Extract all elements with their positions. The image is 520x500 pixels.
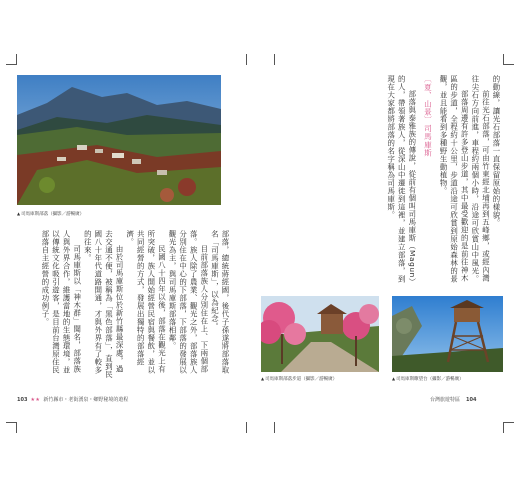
triangle-marker-icon: ▲ bbox=[261, 376, 265, 381]
photo-caption: ▲司馬庫斯部落步道（攝影／游暢廣） bbox=[261, 376, 338, 382]
section-heading: 〔夏、山景〕司馬庫斯 bbox=[423, 75, 433, 157]
body-paragraph: 民國八十四年以後，部落在觀光上有所突破，族人開始經營民宿與餐飲，並以共同經營的方式，發展出獨特的部落經濟。 bbox=[125, 230, 167, 374]
right-footer bbox=[430, 396, 479, 403]
gutter-mark bbox=[274, 54, 275, 65]
page-number: 103 bbox=[17, 397, 28, 403]
crop-mark bbox=[16, 54, 17, 65]
triangle-marker-icon: ▲ bbox=[17, 211, 21, 216]
right-body-text bbox=[283, 75, 501, 285]
body-paragraph: 由於司馬庫斯位於新竹縣最深處，過去交通不便，被稱為「黑色部落」，直到民國八十年代道路開通，才與外界有了較多的往來。 bbox=[83, 230, 125, 379]
gutter-mark bbox=[274, 422, 275, 433]
body-paragraph: 目前部落族人分別住在上、下兩個部落。族人除了農業、觀光之外，部落族人分別住在中心的下部落，下部落的發展以觀光為主，與司馬庫斯部落相鄰。 bbox=[168, 230, 209, 374]
photo-caption: ▲司馬庫斯瞭望台（攝影／游暢廣） bbox=[392, 376, 464, 382]
crop-mark bbox=[503, 54, 504, 65]
left-body-text bbox=[18, 230, 230, 380]
photo-caption: ▲司馬庫斯部落（攝影／游暢廣） bbox=[17, 211, 85, 217]
crop-mark bbox=[503, 64, 514, 65]
body-paragraph: 的動線，讓光石部落一直保留原始的樣貌。 bbox=[492, 75, 501, 227]
left-footer bbox=[17, 396, 128, 403]
body-paragraph: 部落與泰雅族的傳說，從前有個叫司馬庫斯（Magun）的人，帶領著族人，從深山中遷徙到這裡，並建立部落，到現在大家都將部落的名字稱為司馬庫斯。 bbox=[386, 75, 417, 283]
crop-mark bbox=[16, 422, 17, 433]
cherry-blossom-trail-photo bbox=[261, 296, 379, 372]
star-rating-icon: ★★ bbox=[30, 397, 41, 403]
gutter-mark bbox=[246, 422, 247, 433]
body-paragraph: 前往光石部落，可由竹東經北埔再到五峰鄉，或經內灣往尖石方向前進，車程約兩個小時，沿途可欣賞山中風光。 bbox=[470, 75, 491, 283]
running-title: 新竹縣市・老街湧泉・鄉野秘境的遊程 bbox=[43, 397, 129, 403]
triangle-marker-icon: ▲ bbox=[392, 376, 396, 381]
crop-mark bbox=[503, 422, 514, 423]
running-title: 台灣旅遊特區 bbox=[430, 397, 461, 403]
watchtower-photo bbox=[392, 296, 503, 372]
village-mountain-photo bbox=[17, 75, 221, 205]
body-paragraph: 部落，總統蔣經國，後代子孫遂將部落取名「司馬庫斯」，以為紀念。 bbox=[210, 230, 230, 374]
gutter-mark bbox=[246, 54, 247, 65]
crop-mark bbox=[503, 422, 504, 433]
body-paragraph: 司馬庫斯以「神木群」聞名，部落族人與外界合作，維護當地的生態環境，並以傳統文化吸引遊客，是目前台灣原住民部落自主經營的成功例子。 bbox=[40, 230, 82, 374]
page-number: 104 bbox=[466, 397, 477, 403]
body-paragraph: 部落周邊有許多登山步道，其中最受歡迎的是前往神木區的步道，全程約十公里，步道沿途可欣賞到原始森林的景觀，並且能看到多種野生動植物。 bbox=[439, 75, 470, 283]
